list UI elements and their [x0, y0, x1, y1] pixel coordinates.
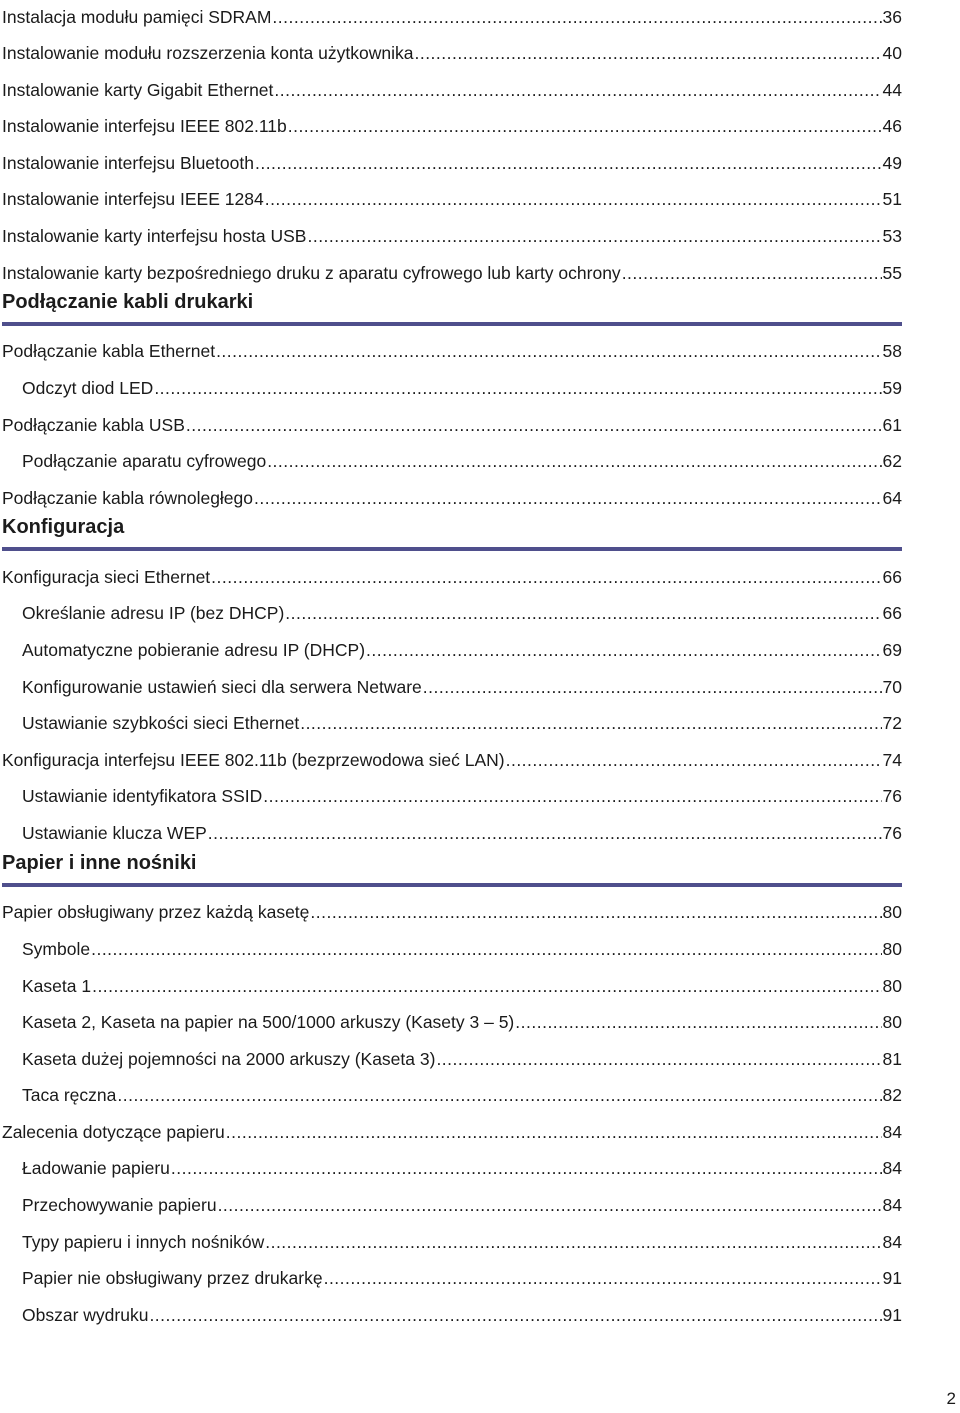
- toc-entry-title: Instalowanie karty bezpośredniego druku z aparatu cyfrowego lub karty ochrony: [2, 263, 621, 283]
- dot-leader: [310, 901, 881, 923]
- dot-leader: [154, 377, 881, 399]
- toc-entry-title: Kaseta 2, Kaseta na papier na 500/1000 arkuszy (Kasety 3 – 5): [22, 1012, 515, 1032]
- toc-entry-page: 74: [882, 750, 902, 770]
- toc-subentry[interactable]: [22, 670, 902, 698]
- dot-leader: [216, 340, 881, 362]
- toc-subentry[interactable]: [22, 596, 902, 624]
- toc-entry-page: 80: [882, 902, 902, 922]
- toc-entry-page: 58: [882, 341, 902, 361]
- toc-entry-page: 84: [882, 1158, 902, 1178]
- toc-entry-title: Ustawianie identyfikatora SSID: [22, 786, 263, 806]
- toc-entry-page: 91: [882, 1305, 902, 1325]
- toc-subentry[interactable]: [22, 969, 902, 997]
- section-rule: [2, 547, 902, 551]
- dot-leader: [366, 639, 881, 661]
- dot-leader: [288, 115, 882, 137]
- toc-entry-title: Określanie adresu IP (bez DHCP): [22, 603, 285, 623]
- section-heading-paper[interactable]: [2, 847, 902, 887]
- toc-subentry[interactable]: [22, 371, 902, 399]
- toc-entry-page: 84: [882, 1122, 902, 1142]
- section-heading-title: Konfiguracja: [2, 516, 125, 538]
- toc-entry-title: Instalowanie karty interfejsu hosta USB: [2, 226, 307, 246]
- dot-leader: [218, 1194, 882, 1216]
- toc-entry-page: 84: [882, 1232, 902, 1252]
- toc-subentry[interactable]: [22, 1078, 902, 1106]
- toc-entry-title: Konfiguracja sieci Ethernet: [2, 567, 211, 587]
- dot-leader: [285, 602, 881, 624]
- toc-subentry[interactable]: [22, 1261, 902, 1289]
- toc-entry-title: Przechowywanie papieru: [22, 1195, 217, 1215]
- toc-entry-page: 55: [882, 263, 902, 283]
- dot-leader: [414, 42, 881, 64]
- toc-entry-title: Kaseta dużej pojemności na 2000 arkuszy (Kaseta 3): [22, 1049, 436, 1069]
- toc-entry-title: Zalecenia dotyczące papieru: [2, 1122, 225, 1142]
- toc-entry-page: 61: [882, 415, 902, 435]
- toc-entry-page: 62: [882, 451, 902, 471]
- dot-leader: [171, 1157, 882, 1179]
- toc-subentry[interactable]: [22, 633, 902, 661]
- dot-leader: [91, 938, 881, 960]
- toc-entry-title: Papier obsługiwany przez każdą kasetę: [2, 902, 310, 922]
- toc-entry-title: Automatyczne pobieranie adresu IP (DHCP): [22, 640, 366, 660]
- toc-entry-page: 81: [882, 1049, 902, 1069]
- toc-entry-title: Instalacja modułu pamięci SDRAM: [2, 7, 272, 27]
- toc-entry-title: Ustawianie szybkości sieci Ethernet: [22, 713, 300, 733]
- dot-leader: [307, 225, 881, 247]
- section-heading-title: Podłączanie kabli drukarki: [2, 291, 254, 313]
- toc-entry-page: 91: [882, 1268, 902, 1288]
- toc-entry-title: Taca ręczna: [22, 1085, 117, 1105]
- toc-subentry[interactable]: [22, 1005, 902, 1033]
- dot-leader: [274, 79, 881, 101]
- toc-entry-page: 70: [882, 677, 902, 697]
- toc-entry-title: Instalowanie karty Gigabit Ethernet: [2, 80, 274, 100]
- toc-entry-page: 72: [882, 713, 902, 733]
- toc-entry-page: 49: [882, 153, 902, 173]
- section-heading-cables[interactable]: [2, 286, 902, 326]
- toc-subentry[interactable]: [22, 1042, 902, 1070]
- toc-entry-page: 40: [882, 43, 902, 63]
- toc-entry-title: Papier nie obsługiwany przez drukarkę: [22, 1268, 323, 1288]
- toc-entry-title: Podłączanie kabla USB: [2, 415, 185, 435]
- dot-leader: [436, 1048, 881, 1070]
- section-heading-title: Papier i inne nośniki: [2, 852, 197, 874]
- toc-subentry[interactable]: [22, 1151, 902, 1179]
- toc-entry[interactable]: [2, 146, 902, 174]
- toc-subentry[interactable]: [22, 779, 902, 807]
- toc-entry-page: 84: [882, 1195, 902, 1215]
- dot-leader: [211, 566, 881, 588]
- toc-entry-title: Instalowanie interfejsu Bluetooth: [2, 153, 254, 173]
- toc-entry[interactable]: [2, 1115, 902, 1143]
- toc-entry-title: Konfiguracja interfejsu IEEE 802.11b (bezprzewodowa sieć LAN): [2, 750, 505, 770]
- toc-entry[interactable]: [2, 560, 902, 588]
- dot-leader: [272, 6, 881, 28]
- toc-entry[interactable]: [2, 256, 902, 284]
- toc-entry-page: 80: [882, 939, 902, 959]
- toc-entry-title: Podłączanie kabla Ethernet: [2, 341, 216, 361]
- dot-leader: [267, 450, 881, 472]
- toc-entry-page: 76: [882, 786, 902, 806]
- toc-entry-title: Ustawianie klucza WEP: [22, 823, 207, 843]
- dot-leader: [423, 676, 882, 698]
- dot-leader: [265, 1231, 881, 1253]
- toc-entry-page: 53: [882, 226, 902, 246]
- dot-leader: [255, 152, 882, 174]
- toc-entry-title: Symbole: [22, 939, 91, 959]
- dot-leader: [622, 262, 882, 284]
- toc-subentry[interactable]: [22, 932, 902, 960]
- toc-entry[interactable]: [2, 408, 902, 436]
- toc-entry[interactable]: [2, 182, 902, 210]
- dot-leader: [254, 487, 882, 509]
- toc-entry-page: 80: [882, 976, 902, 996]
- toc-entry[interactable]: [2, 73, 902, 101]
- toc-subentry[interactable]: [22, 816, 902, 844]
- dot-leader: [208, 822, 882, 844]
- dot-leader: [92, 975, 881, 997]
- section-heading-config[interactable]: [2, 511, 902, 551]
- toc-entry-page: 51: [882, 189, 902, 209]
- toc-entry-title: Instalowanie modułu rozszerzenia konta użytkownika: [2, 43, 414, 63]
- page-number: 2: [946, 1389, 956, 1408]
- toc-entry[interactable]: [2, 0, 902, 28]
- dot-leader: [117, 1084, 881, 1106]
- dot-leader: [149, 1304, 881, 1326]
- toc-entry-page: 59: [882, 378, 902, 398]
- toc-entry-page: 69: [882, 640, 902, 660]
- toc-entry-title: Podłączanie kabla równoległego: [2, 488, 254, 508]
- toc-subentry[interactable]: [22, 1298, 902, 1326]
- dot-leader: [186, 414, 882, 436]
- toc-entry-title: Odczyt diod LED: [22, 378, 154, 398]
- toc-entry-page: 44: [882, 80, 902, 100]
- dot-leader: [263, 785, 881, 807]
- toc-entry-page: 80: [882, 1012, 902, 1032]
- dot-leader: [515, 1011, 881, 1033]
- toc-entry-title: Ładowanie papieru: [22, 1158, 170, 1178]
- toc-subentry[interactable]: [22, 444, 902, 472]
- toc-entry-page: 66: [882, 603, 902, 623]
- toc-entry-title: Kaseta 1: [22, 976, 92, 996]
- toc-entry-page: 46: [882, 116, 902, 136]
- dot-leader: [300, 712, 881, 734]
- dot-leader: [265, 188, 882, 210]
- toc-entry[interactable]: [2, 334, 902, 362]
- toc-entry-title: Instalowanie interfejsu IEEE 802.11b: [2, 116, 287, 136]
- toc-subentry[interactable]: [22, 1225, 902, 1253]
- section-rule: [2, 883, 902, 887]
- toc-entry-title: Typy papieru i innych nośników: [22, 1232, 265, 1252]
- dot-leader: [226, 1121, 882, 1143]
- toc-subentry[interactable]: [22, 706, 902, 734]
- toc-entry-title: Podłączanie aparatu cyfrowego: [22, 451, 267, 471]
- toc-entry[interactable]: [2, 219, 902, 247]
- toc-entry-page: 66: [882, 567, 902, 587]
- toc-entry[interactable]: [2, 109, 902, 137]
- dot-leader: [506, 749, 882, 771]
- section-rule: [2, 322, 902, 326]
- toc-subentry[interactable]: [22, 1188, 902, 1216]
- toc-entry[interactable]: [2, 895, 902, 923]
- toc-entry[interactable]: [2, 36, 902, 64]
- toc-entry[interactable]: [2, 743, 902, 771]
- toc-entry-title: Obszar wydruku: [22, 1305, 149, 1325]
- toc-entry-page: 76: [882, 823, 902, 843]
- dot-leader: [324, 1267, 882, 1289]
- toc-entry-page: 82: [882, 1085, 902, 1105]
- toc-entry-title: Instalowanie interfejsu IEEE 1284: [2, 189, 264, 209]
- toc-entry[interactable]: [2, 481, 902, 509]
- toc-entry-page: 36: [882, 7, 902, 27]
- toc-entry-page: 64: [882, 488, 902, 508]
- toc-entry-title: Konfigurowanie ustawień sieci dla serwera Netware: [22, 677, 422, 697]
